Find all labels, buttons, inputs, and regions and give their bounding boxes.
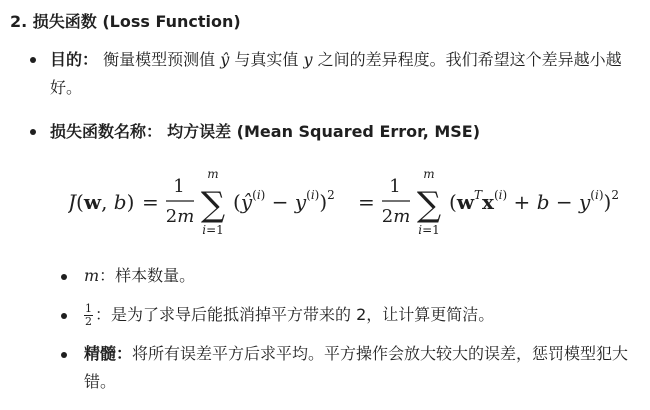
purpose-text-pre: 衡量模型预测值 [103,50,221,69]
predicted-symbol: ŷ [220,50,230,69]
formula-lhs: J(w, b) [68,190,135,214]
half-fraction [84,303,93,328]
name-bullet [50,118,640,146]
sub-bullet-dot [61,313,67,319]
bullet-dot [30,129,36,135]
formula-eq2: = [358,190,375,214]
formula-sum-top-2: m [423,167,435,181]
essence-text: 将所有误差平方后求平均。平方操作会放大较大的误差，惩罚模型犯大错。 [84,344,629,391]
purpose-label: 目的： [50,50,99,69]
essence-bullet [84,340,640,396]
formula-frac-den: 2m [165,206,195,227]
name-label: 损失函数名称： [50,122,163,141]
formula-frac-num-2: 1 [389,176,401,197]
essence-label: 精髓： [84,344,133,363]
formula-frac-den-2: 2m [381,206,411,227]
formula-term2: $(w^Tx^{(i)} + b - y^{(i)})^2$ [449,188,619,214]
section-heading: 2. 损失函数 (Loss Function) [10,12,241,31]
formula-eq1: = [142,190,159,214]
purpose-bullet [50,46,640,102]
half-bullet [84,301,494,329]
formula-sum-sign: ∑ [200,185,226,225]
sub-bullet-dot [61,274,67,280]
name-text: 均方误差 (Mean Squared Error, MSE) [167,122,481,141]
formula-sum-bottom-2: i=1 [418,223,440,237]
formula-sum-bottom: i=1 [202,223,224,237]
m-text: ：样本数量。 [99,266,196,285]
true-symbol: y [303,50,313,69]
m-symbol: m [84,266,100,285]
mse-formula [68,162,640,244]
sub-bullet-dot [61,352,67,358]
half-den: 2 [85,315,92,328]
half-text: ：是为了求导后能抵消掉平方带来的 2，让计算更简洁。 [95,305,495,324]
bullet-dot [30,57,36,63]
purpose-text-post: 之间的差异程度。我们希望这个差异越小越好。 [50,50,622,97]
half-num: 1 [85,302,92,315]
formula-term1: $(ŷ^{(i)} - y^{(i)})^2$ [233,188,335,214]
formula-sum-sign-2: ∑ [416,185,442,225]
purpose-text-mid: 与真实值 [229,50,304,69]
formula-sum-top: m [207,167,219,181]
formula-frac-num: 1 [173,176,185,197]
m-bullet [84,262,195,290]
